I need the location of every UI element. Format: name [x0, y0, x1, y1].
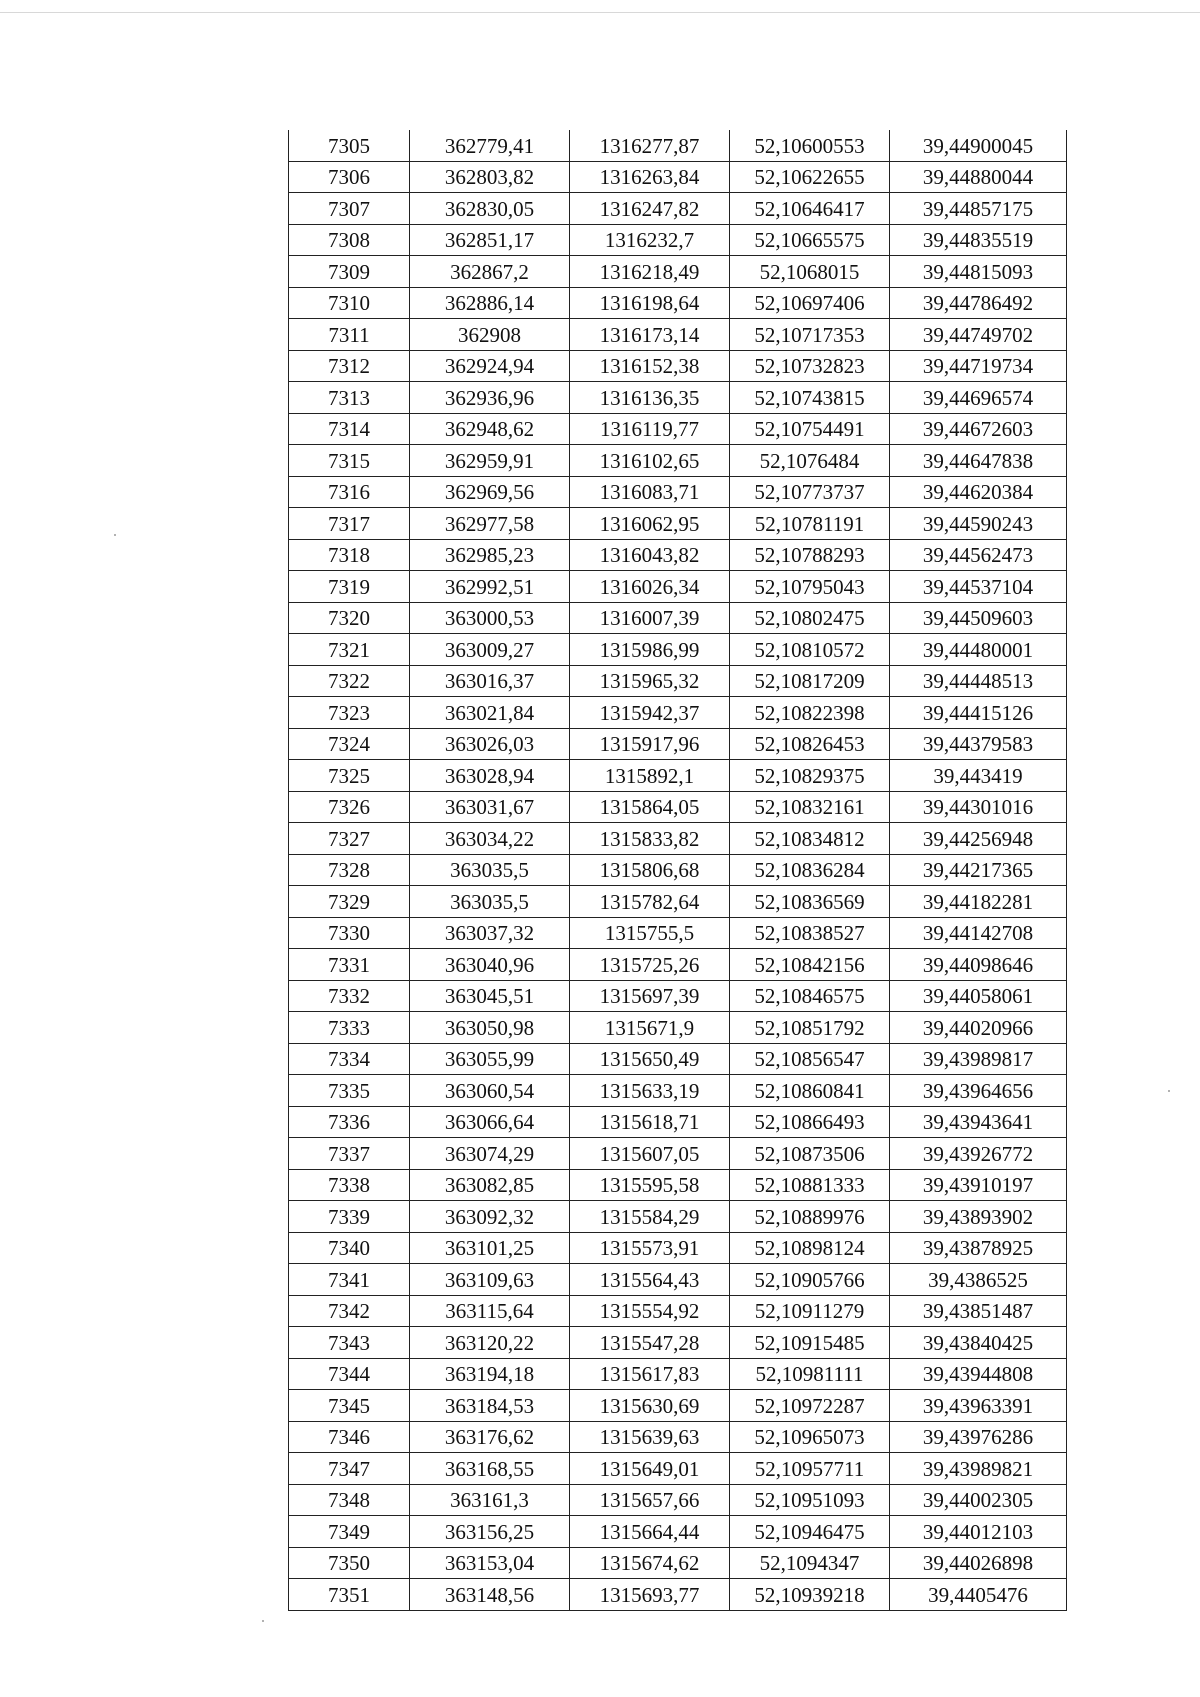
longitude-cell: 39,44256948 [890, 823, 1067, 855]
y-coordinate-cell: 1315617,83 [570, 1358, 730, 1390]
coordinate-table-body [289, 130, 1067, 1610]
point-number-cell: 7337 [289, 1138, 410, 1170]
y-coordinate-cell: 1315639,63 [570, 1421, 730, 1453]
table-row [289, 1579, 1067, 1611]
y-coordinate-cell: 1316119,77 [570, 413, 730, 445]
point-number-cell: 7317 [289, 508, 410, 540]
latitude-cell: 52,10889976 [730, 1201, 890, 1233]
y-coordinate-cell: 1315806,68 [570, 854, 730, 886]
x-coordinate-cell: 363176,62 [410, 1421, 570, 1453]
latitude-cell: 52,10665575 [730, 224, 890, 256]
point-number-cell: 7331 [289, 949, 410, 981]
x-coordinate-cell: 362977,58 [410, 508, 570, 540]
table-row [289, 791, 1067, 823]
latitude-cell: 52,10829375 [730, 760, 890, 792]
y-coordinate-cell: 1316136,35 [570, 382, 730, 414]
table-row [289, 823, 1067, 855]
y-coordinate-cell: 1316232,7 [570, 224, 730, 256]
point-number-cell: 7319 [289, 571, 410, 603]
latitude-cell: 52,10873506 [730, 1138, 890, 1170]
latitude-cell: 52,10972287 [730, 1390, 890, 1422]
longitude-cell: 39,43989817 [890, 1043, 1067, 1075]
table-row [289, 697, 1067, 729]
y-coordinate-cell: 1315864,05 [570, 791, 730, 823]
y-coordinate-cell: 1315618,71 [570, 1106, 730, 1138]
latitude-cell: 52,10898124 [730, 1232, 890, 1264]
table-row [289, 1232, 1067, 1264]
table-row [289, 886, 1067, 918]
y-coordinate-cell: 1316026,34 [570, 571, 730, 603]
table-row [289, 350, 1067, 382]
point-number-cell: 7341 [289, 1264, 410, 1296]
table-row [289, 1484, 1067, 1516]
x-coordinate-cell: 363109,63 [410, 1264, 570, 1296]
point-number-cell: 7336 [289, 1106, 410, 1138]
point-number-cell: 7338 [289, 1169, 410, 1201]
x-coordinate-cell: 362851,17 [410, 224, 570, 256]
latitude-cell: 52,10836284 [730, 854, 890, 886]
scan-speck [1168, 1090, 1170, 1092]
y-coordinate-cell: 1315782,64 [570, 886, 730, 918]
table-row [289, 1201, 1067, 1233]
latitude-cell: 52,10600553 [730, 130, 890, 161]
point-number-cell: 7340 [289, 1232, 410, 1264]
longitude-cell: 39,44002305 [890, 1484, 1067, 1516]
longitude-cell: 39,43943641 [890, 1106, 1067, 1138]
point-number-cell: 7323 [289, 697, 410, 729]
latitude-cell: 52,1068015 [730, 256, 890, 288]
table-row [289, 224, 1067, 256]
point-number-cell: 7305 [289, 130, 410, 161]
x-coordinate-cell: 363026,03 [410, 728, 570, 760]
y-coordinate-cell: 1315584,29 [570, 1201, 730, 1233]
table-row [289, 634, 1067, 666]
y-coordinate-cell: 1315630,69 [570, 1390, 730, 1422]
table-row [289, 1075, 1067, 1107]
longitude-cell: 39,44012103 [890, 1516, 1067, 1548]
table-row [289, 1012, 1067, 1044]
x-coordinate-cell: 362985,23 [410, 539, 570, 571]
y-coordinate-cell: 1315833,82 [570, 823, 730, 855]
point-number-cell: 7335 [289, 1075, 410, 1107]
longitude-cell: 39,44880044 [890, 161, 1067, 193]
latitude-cell: 52,10836569 [730, 886, 890, 918]
table-row [289, 1453, 1067, 1485]
y-coordinate-cell: 1316007,39 [570, 602, 730, 634]
y-coordinate-cell: 1315650,49 [570, 1043, 730, 1075]
latitude-cell: 52,10957711 [730, 1453, 890, 1485]
longitude-cell: 39,43964656 [890, 1075, 1067, 1107]
y-coordinate-cell: 1315657,66 [570, 1484, 730, 1516]
table-row [289, 1106, 1067, 1138]
x-coordinate-cell: 363037,32 [410, 917, 570, 949]
table-row [289, 130, 1067, 161]
y-coordinate-cell: 1316198,64 [570, 287, 730, 319]
longitude-cell: 39,44857175 [890, 193, 1067, 225]
table-row [289, 1327, 1067, 1359]
latitude-cell: 52,10832161 [730, 791, 890, 823]
x-coordinate-cell: 362948,62 [410, 413, 570, 445]
y-coordinate-cell: 1316102,65 [570, 445, 730, 477]
longitude-cell: 39,44696574 [890, 382, 1067, 414]
x-coordinate-cell: 363101,25 [410, 1232, 570, 1264]
latitude-cell: 52,10939218 [730, 1579, 890, 1611]
latitude-cell: 52,10915485 [730, 1327, 890, 1359]
x-coordinate-cell: 363184,53 [410, 1390, 570, 1422]
point-number-cell: 7334 [289, 1043, 410, 1075]
scan-speck [114, 534, 116, 536]
latitude-cell: 52,10866493 [730, 1106, 890, 1138]
y-coordinate-cell: 1315547,28 [570, 1327, 730, 1359]
latitude-cell: 52,10622655 [730, 161, 890, 193]
longitude-cell: 39,43963391 [890, 1390, 1067, 1422]
x-coordinate-cell: 362924,94 [410, 350, 570, 382]
point-number-cell: 7328 [289, 854, 410, 886]
longitude-cell: 39,44647838 [890, 445, 1067, 477]
point-number-cell: 7350 [289, 1547, 410, 1579]
y-coordinate-cell: 1316247,82 [570, 193, 730, 225]
latitude-cell: 52,1076484 [730, 445, 890, 477]
x-coordinate-cell: 363161,3 [410, 1484, 570, 1516]
x-coordinate-cell: 363021,84 [410, 697, 570, 729]
point-number-cell: 7332 [289, 980, 410, 1012]
y-coordinate-cell: 1315649,01 [570, 1453, 730, 1485]
x-coordinate-cell: 362959,91 [410, 445, 570, 477]
longitude-cell: 39,44480001 [890, 634, 1067, 666]
point-number-cell: 7343 [289, 1327, 410, 1359]
longitude-cell: 39,44448513 [890, 665, 1067, 697]
point-number-cell: 7327 [289, 823, 410, 855]
latitude-cell: 52,10754491 [730, 413, 890, 445]
longitude-cell: 39,43989821 [890, 1453, 1067, 1485]
x-coordinate-cell: 363031,67 [410, 791, 570, 823]
table-row [289, 508, 1067, 540]
y-coordinate-cell: 1315671,9 [570, 1012, 730, 1044]
point-number-cell: 7329 [289, 886, 410, 918]
latitude-cell: 52,10856547 [730, 1043, 890, 1075]
latitude-cell: 52,10911279 [730, 1295, 890, 1327]
latitude-cell: 52,10697406 [730, 287, 890, 319]
longitude-cell: 39,44509603 [890, 602, 1067, 634]
y-coordinate-cell: 1315986,99 [570, 634, 730, 666]
x-coordinate-cell: 362803,82 [410, 161, 570, 193]
point-number-cell: 7309 [289, 256, 410, 288]
y-coordinate-cell: 1315693,77 [570, 1579, 730, 1611]
x-coordinate-cell: 363016,37 [410, 665, 570, 697]
point-number-cell: 7333 [289, 1012, 410, 1044]
longitude-cell: 39,44026898 [890, 1547, 1067, 1579]
longitude-cell: 39,44562473 [890, 539, 1067, 571]
x-coordinate-cell: 363194,18 [410, 1358, 570, 1390]
y-coordinate-cell: 1315664,44 [570, 1516, 730, 1548]
longitude-cell: 39,43840425 [890, 1327, 1067, 1359]
table-row [289, 760, 1067, 792]
x-coordinate-cell: 362779,41 [410, 130, 570, 161]
x-coordinate-cell: 363120,22 [410, 1327, 570, 1359]
longitude-cell: 39,44900045 [890, 130, 1067, 161]
table-row [289, 287, 1067, 319]
latitude-cell: 52,10795043 [730, 571, 890, 603]
point-number-cell: 7318 [289, 539, 410, 571]
longitude-cell: 39,44672603 [890, 413, 1067, 445]
table-row [289, 728, 1067, 760]
longitude-cell: 39,44098646 [890, 949, 1067, 981]
longitude-cell: 39,43976286 [890, 1421, 1067, 1453]
x-coordinate-cell: 363000,53 [410, 602, 570, 634]
point-number-cell: 7347 [289, 1453, 410, 1485]
latitude-cell: 52,10781191 [730, 508, 890, 540]
y-coordinate-cell: 1315595,58 [570, 1169, 730, 1201]
table-row [289, 256, 1067, 288]
table-row [289, 382, 1067, 414]
latitude-cell: 52,10717353 [730, 319, 890, 351]
point-number-cell: 7310 [289, 287, 410, 319]
table-row [289, 1547, 1067, 1579]
x-coordinate-cell: 362867,2 [410, 256, 570, 288]
latitude-cell: 52,10826453 [730, 728, 890, 760]
y-coordinate-cell: 1315573,91 [570, 1232, 730, 1264]
x-coordinate-cell: 363148,56 [410, 1579, 570, 1611]
y-coordinate-cell: 1315725,26 [570, 949, 730, 981]
table-row [289, 476, 1067, 508]
table-row [289, 1358, 1067, 1390]
latitude-cell: 52,10834812 [730, 823, 890, 855]
longitude-cell: 39,44182281 [890, 886, 1067, 918]
latitude-cell: 52,10743815 [730, 382, 890, 414]
latitude-cell: 52,10732823 [730, 350, 890, 382]
y-coordinate-cell: 1316062,95 [570, 508, 730, 540]
latitude-cell: 52,10860841 [730, 1075, 890, 1107]
y-coordinate-cell: 1315942,37 [570, 697, 730, 729]
latitude-cell: 52,10981111 [730, 1358, 890, 1390]
latitude-cell: 52,10881333 [730, 1169, 890, 1201]
y-coordinate-cell: 1315892,1 [570, 760, 730, 792]
point-number-cell: 7322 [289, 665, 410, 697]
point-number-cell: 7346 [289, 1421, 410, 1453]
point-number-cell: 7314 [289, 413, 410, 445]
latitude-cell: 52,10810572 [730, 634, 890, 666]
y-coordinate-cell: 1316083,71 [570, 476, 730, 508]
latitude-cell: 52,1094347 [730, 1547, 890, 1579]
latitude-cell: 52,10822398 [730, 697, 890, 729]
table-row [289, 1043, 1067, 1075]
x-coordinate-cell: 363050,98 [410, 1012, 570, 1044]
table-row [289, 319, 1067, 351]
longitude-cell: 39,43926772 [890, 1138, 1067, 1170]
x-coordinate-cell: 362969,56 [410, 476, 570, 508]
table-row [289, 1421, 1067, 1453]
longitude-cell: 39,44301016 [890, 791, 1067, 823]
scan-speck [262, 1620, 264, 1622]
point-number-cell: 7313 [289, 382, 410, 414]
latitude-cell: 52,10817209 [730, 665, 890, 697]
table-row [289, 949, 1067, 981]
point-number-cell: 7342 [289, 1295, 410, 1327]
point-number-cell: 7320 [289, 602, 410, 634]
x-coordinate-cell: 363035,5 [410, 854, 570, 886]
x-coordinate-cell: 363009,27 [410, 634, 570, 666]
table-row [289, 602, 1067, 634]
x-coordinate-cell: 362886,14 [410, 287, 570, 319]
longitude-cell: 39,44749702 [890, 319, 1067, 351]
longitude-cell: 39,44537104 [890, 571, 1067, 603]
x-coordinate-cell: 362936,96 [410, 382, 570, 414]
longitude-cell: 39,43851487 [890, 1295, 1067, 1327]
scan-top-edge [0, 12, 1200, 13]
longitude-cell: 39,43910197 [890, 1169, 1067, 1201]
y-coordinate-cell: 1315697,39 [570, 980, 730, 1012]
longitude-cell: 39,44590243 [890, 508, 1067, 540]
table-row [289, 1169, 1067, 1201]
x-coordinate-cell: 363115,64 [410, 1295, 570, 1327]
longitude-cell: 39,44058061 [890, 980, 1067, 1012]
y-coordinate-cell: 1315965,32 [570, 665, 730, 697]
y-coordinate-cell: 1316173,14 [570, 319, 730, 351]
latitude-cell: 52,10846575 [730, 980, 890, 1012]
point-number-cell: 7325 [289, 760, 410, 792]
longitude-cell: 39,43893902 [890, 1201, 1067, 1233]
point-number-cell: 7324 [289, 728, 410, 760]
x-coordinate-cell: 363153,04 [410, 1547, 570, 1579]
point-number-cell: 7321 [289, 634, 410, 666]
y-coordinate-cell: 1315674,62 [570, 1547, 730, 1579]
x-coordinate-cell: 363168,55 [410, 1453, 570, 1485]
latitude-cell: 52,10838527 [730, 917, 890, 949]
x-coordinate-cell: 362908 [410, 319, 570, 351]
y-coordinate-cell: 1315554,92 [570, 1295, 730, 1327]
y-coordinate-cell: 1316043,82 [570, 539, 730, 571]
x-coordinate-cell: 363066,64 [410, 1106, 570, 1138]
point-number-cell: 7344 [289, 1358, 410, 1390]
longitude-cell: 39,44815093 [890, 256, 1067, 288]
x-coordinate-cell: 363035,5 [410, 886, 570, 918]
point-number-cell: 7312 [289, 350, 410, 382]
longitude-cell: 39,44719734 [890, 350, 1067, 382]
latitude-cell: 52,10905766 [730, 1264, 890, 1296]
latitude-cell: 52,10946475 [730, 1516, 890, 1548]
x-coordinate-cell: 362830,05 [410, 193, 570, 225]
y-coordinate-cell: 1315917,96 [570, 728, 730, 760]
latitude-cell: 52,10842156 [730, 949, 890, 981]
point-number-cell: 7339 [289, 1201, 410, 1233]
longitude-cell: 39,43944808 [890, 1358, 1067, 1390]
x-coordinate-cell: 363045,51 [410, 980, 570, 1012]
y-coordinate-cell: 1316218,49 [570, 256, 730, 288]
x-coordinate-cell: 363092,32 [410, 1201, 570, 1233]
x-coordinate-cell: 363156,25 [410, 1516, 570, 1548]
latitude-cell: 52,10802475 [730, 602, 890, 634]
point-number-cell: 7348 [289, 1484, 410, 1516]
point-number-cell: 7308 [289, 224, 410, 256]
latitude-cell: 52,10951093 [730, 1484, 890, 1516]
table-row [289, 1138, 1067, 1170]
table-row [289, 571, 1067, 603]
point-number-cell: 7330 [289, 917, 410, 949]
table-row [289, 1295, 1067, 1327]
longitude-cell: 39,44379583 [890, 728, 1067, 760]
table-row [289, 917, 1067, 949]
longitude-cell: 39,4405476 [890, 1579, 1067, 1611]
longitude-cell: 39,4386525 [890, 1264, 1067, 1296]
x-coordinate-cell: 362992,51 [410, 571, 570, 603]
latitude-cell: 52,10773737 [730, 476, 890, 508]
longitude-cell: 39,44020966 [890, 1012, 1067, 1044]
point-number-cell: 7326 [289, 791, 410, 823]
longitude-cell: 39,44620384 [890, 476, 1067, 508]
table-row [289, 1516, 1067, 1548]
y-coordinate-cell: 1315564,43 [570, 1264, 730, 1296]
latitude-cell: 52,10851792 [730, 1012, 890, 1044]
longitude-cell: 39,443419 [890, 760, 1067, 792]
table-row [289, 1390, 1067, 1422]
latitude-cell: 52,10788293 [730, 539, 890, 571]
table-row [289, 193, 1067, 225]
point-number-cell: 7315 [289, 445, 410, 477]
table-row [289, 539, 1067, 571]
point-number-cell: 7307 [289, 193, 410, 225]
x-coordinate-cell: 363028,94 [410, 760, 570, 792]
y-coordinate-cell: 1315633,19 [570, 1075, 730, 1107]
table-row [289, 445, 1067, 477]
point-number-cell: 7351 [289, 1579, 410, 1611]
longitude-cell: 39,44142708 [890, 917, 1067, 949]
latitude-cell: 52,10965073 [730, 1421, 890, 1453]
y-coordinate-cell: 1315607,05 [570, 1138, 730, 1170]
y-coordinate-cell: 1316277,87 [570, 130, 730, 161]
table-row [289, 413, 1067, 445]
latitude-cell: 52,10646417 [730, 193, 890, 225]
x-coordinate-cell: 363034,22 [410, 823, 570, 855]
point-number-cell: 7306 [289, 161, 410, 193]
table-row [289, 161, 1067, 193]
point-number-cell: 7316 [289, 476, 410, 508]
y-coordinate-cell: 1316263,84 [570, 161, 730, 193]
longitude-cell: 39,44835519 [890, 224, 1067, 256]
x-coordinate-cell: 363040,96 [410, 949, 570, 981]
coordinate-table [288, 130, 1067, 1611]
longitude-cell: 39,44217365 [890, 854, 1067, 886]
x-coordinate-cell: 363074,29 [410, 1138, 570, 1170]
longitude-cell: 39,43878925 [890, 1232, 1067, 1264]
y-coordinate-cell: 1315755,5 [570, 917, 730, 949]
longitude-cell: 39,44415126 [890, 697, 1067, 729]
table-row [289, 665, 1067, 697]
x-coordinate-cell: 363060,54 [410, 1075, 570, 1107]
table-row [289, 1264, 1067, 1296]
point-number-cell: 7311 [289, 319, 410, 351]
table-row [289, 980, 1067, 1012]
longitude-cell: 39,44786492 [890, 287, 1067, 319]
x-coordinate-cell: 363082,85 [410, 1169, 570, 1201]
table-row [289, 854, 1067, 886]
point-number-cell: 7349 [289, 1516, 410, 1548]
y-coordinate-cell: 1316152,38 [570, 350, 730, 382]
x-coordinate-cell: 363055,99 [410, 1043, 570, 1075]
point-number-cell: 7345 [289, 1390, 410, 1422]
